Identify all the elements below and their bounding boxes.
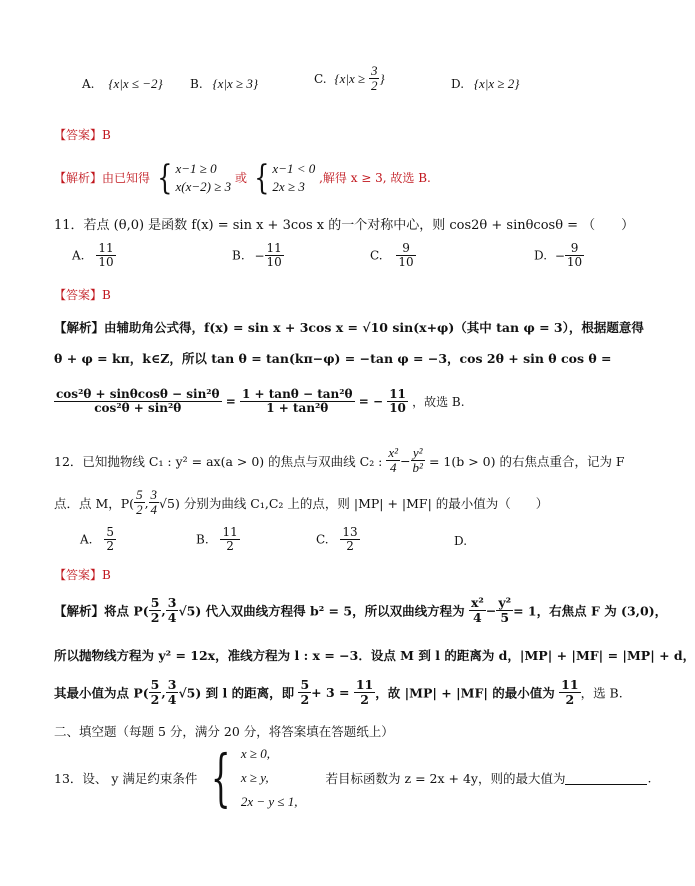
stem-text: 若目标函数为 z = 2x + 4y，则的最大值为	[325, 771, 566, 787]
frac-num: x²	[388, 445, 399, 460]
system-line: x(x−2) ≥ 3	[175, 178, 232, 194]
frac-num: 9	[565, 242, 584, 256]
analysis-text: ，选 B.	[580, 685, 623, 701]
stem-text: 12．已知抛物线 C₁ : y² = ax(a > 0) 的焦点与双曲线 C₂ :	[54, 453, 383, 469]
frac-den: 4	[167, 609, 177, 625]
system-line: x−1 < 0	[272, 161, 316, 176]
q10-option-b	[190, 76, 258, 92]
q11-answer: 【答案】B	[54, 288, 111, 302]
minus-sign: −	[485, 602, 497, 618]
analysis-text: 由辅助角公式得，f(x) = sin x + 3cos x = √10 sin(x+φ)（其中 tan φ = 3），根据题意得	[104, 320, 644, 335]
minus-sign: −	[254, 248, 265, 263]
q11-option-b	[232, 242, 284, 269]
frac-den: 10	[389, 401, 406, 416]
frac-den: 4	[150, 502, 158, 518]
option-c-math: x|x ≥	[339, 70, 366, 86]
constraint-line: x ≥ y,	[240, 770, 269, 786]
equals-sign: =	[225, 394, 236, 409]
analysis-text: = 1，右焦点 F 为 (3,0)，	[513, 603, 668, 619]
analysis-tag: 【解析】	[54, 603, 105, 619]
option-label: C.	[316, 532, 329, 547]
frac-num: 5	[150, 677, 160, 692]
stem-text: = 1(b > 0) 的右焦点重合，记为 F	[428, 453, 625, 469]
option-label: D.	[451, 77, 465, 91]
system-line: 2x ≥ 3	[272, 178, 305, 194]
q10-option-a	[82, 76, 163, 92]
q12-option-c	[316, 526, 360, 553]
q11-analysis-line1	[54, 318, 644, 336]
q11-option-a	[72, 242, 116, 269]
frac-num: 3	[167, 595, 177, 610]
frac-den: 2	[150, 691, 160, 707]
frac-num: 11	[561, 677, 579, 692]
analysis-text: + 3 =	[311, 684, 350, 700]
option-d-math: {x|x ≥ 2}	[473, 76, 520, 91]
analysis-text: ,解得 x ≥ 3, 故选 B.	[319, 171, 431, 186]
comma: ,	[161, 602, 166, 618]
frac-den: 2	[226, 539, 234, 554]
answer-blank[interactable]	[565, 772, 647, 785]
option-label: B.	[232, 248, 245, 263]
frac-den: 10	[266, 255, 282, 270]
frac-num: cos²θ + sinθcosθ − sin²θ	[56, 387, 220, 401]
frac-den: 4	[167, 691, 177, 707]
option-label: A.	[82, 77, 95, 91]
frac-num: 3	[167, 677, 177, 692]
analysis-text: √5) 到 l 的距离，即	[178, 685, 295, 701]
q11-analysis-line3	[54, 388, 465, 415]
analysis-text: √5) 代入双曲线方程得 b² = 5，所以双曲线方程为	[178, 603, 465, 619]
frac-den: 2	[150, 609, 160, 625]
q11-analysis-line2: θ + φ = kπ，k∈Z，所以 tan θ = tan(kπ−φ) = −tan φ = −3，cos 2θ + sin θ cos θ =	[54, 351, 612, 366]
q12-option-d: D.	[454, 534, 468, 548]
frac-num: 13	[342, 525, 358, 539]
option-label: D.	[534, 248, 548, 263]
frac-num: 11	[98, 241, 114, 255]
frac-num: 3	[150, 487, 158, 502]
option-label: A.	[72, 248, 85, 263]
stem-text: .	[647, 770, 652, 786]
frac-num: 3	[370, 63, 378, 78]
option-b-math: {x|x ≥ 3}	[212, 76, 259, 91]
q11-option-c	[370, 242, 416, 269]
section-title: 二、填空题（每题 5 分，满分 20 分，将答案填在答题纸上）	[54, 724, 394, 739]
frac-den: 10	[398, 255, 414, 270]
q12-stem-line1	[54, 446, 625, 476]
frac-num: 11	[266, 241, 282, 255]
frac-num: 5	[300, 677, 310, 692]
stem-text: 13．设、 y 满足约束条件	[54, 771, 198, 787]
equals-sign: = −	[358, 394, 384, 409]
q11-stem: 11．若点 (θ,0) 是函数 f(x) = sin x + 3cos x 的一个对称中心，则 cos2θ + sinθcosθ = （ ）	[54, 218, 635, 233]
frac-num: 9	[396, 242, 415, 256]
q11-option-d	[534, 242, 584, 269]
option-a-math: {x|x ≤ −2}	[108, 76, 163, 91]
analysis-tag: 【解析】	[54, 171, 103, 186]
minus-sign: −	[400, 453, 411, 469]
system-line: x−1 ≥ 0	[175, 161, 217, 176]
comma: ,	[161, 684, 166, 700]
option-label: C.	[314, 71, 327, 86]
option-label: C.	[370, 248, 383, 263]
analysis-text: ，故 |MP| + |MF| 的最小值为	[375, 685, 555, 701]
option-label: B.	[190, 77, 203, 91]
q12-answer: 【答案】B	[54, 568, 111, 582]
q12-analysis-line2: 所以抛物线方程为 y² = 12x，准线方程为 l : x = −3．设点 M 到 l 的距离为 d，|MP| + |MF| = |MP| + d，	[54, 648, 695, 663]
q13: 13．设、 y 满足约束条件 { x ≥ 0, x ≥ y, 2x − y ≤ 1, 若目标函数为 z = 2x + 4y，则的最大值为 .	[54, 741, 652, 815]
q10-answer: 【答案】B	[54, 128, 111, 142]
frac-den: 2	[106, 539, 114, 554]
analysis-text: 由已知得	[102, 171, 151, 186]
frac-num: 5	[136, 487, 143, 502]
minus-sign: −	[554, 248, 565, 263]
frac-den: cos²θ + sin²θ	[94, 401, 182, 416]
frac-den: 4	[389, 460, 397, 476]
q12-analysis-line1	[54, 596, 667, 625]
frac-den: 2	[370, 78, 378, 94]
option-label: A.	[80, 532, 93, 547]
analysis-text: ，故选 B.	[412, 395, 465, 410]
option-label: B.	[196, 532, 209, 547]
q10-option-c: C. {x|x ≥ $\frac{3}{2}$ }	[314, 63, 385, 94]
frac-num: y²	[411, 446, 425, 461]
frac-num: y²	[498, 595, 512, 610]
frac-den: 1 + tan²θ	[266, 401, 329, 416]
analysis-text: 其最小值为点 P(	[54, 685, 149, 701]
frac-den: b²	[412, 460, 423, 476]
analysis-text: 将点 P(	[104, 603, 149, 619]
frac-den: 5	[500, 609, 510, 625]
frac-num: 5	[106, 525, 114, 539]
q12-option-b	[196, 526, 240, 553]
q12-stem-line2	[54, 488, 548, 518]
frac-den: 4	[473, 609, 482, 625]
frac-den: 2	[346, 539, 354, 554]
frac-num: 5	[150, 595, 160, 610]
frac-num: 11	[355, 677, 374, 692]
frac-den: 10	[566, 255, 583, 270]
frac-den: 2	[136, 502, 143, 518]
analysis-tag: 【解析】	[54, 320, 105, 335]
frac-den: 2	[300, 691, 310, 707]
frac-den: 2	[565, 691, 575, 707]
comma: ,	[144, 495, 149, 511]
frac-num: 1 + tanθ − tan²θ	[242, 387, 353, 401]
q12-option-a	[80, 526, 116, 553]
frac-num: x²	[470, 595, 484, 610]
frac-num: 11	[222, 525, 238, 539]
q10-analysis: 【解析】由已知得 { x−1 ≥ 0 x(x−2) ≥ 3 或 { x−1 < 0 2x ≥ 3 ,解得 x ≥ 3, 故选 B.	[54, 157, 431, 198]
constraint-line: 2x − y ≤ 1,	[240, 794, 298, 810]
q12-analysis-line3	[54, 678, 623, 707]
stem-text: 点．点 M，P(	[54, 495, 135, 511]
stem-text: √5) 分别为曲线 C₁,C₂ 上的点，则 |MP| + |MF| 的最小值为（ ）	[159, 495, 549, 511]
q10-option-d	[451, 76, 520, 92]
frac-den: 2	[360, 691, 369, 707]
frac-num: 11	[389, 387, 406, 401]
frac-den: 10	[98, 255, 114, 270]
constraint-line: x ≥ 0,	[240, 746, 271, 761]
or-text: 或	[234, 171, 247, 186]
